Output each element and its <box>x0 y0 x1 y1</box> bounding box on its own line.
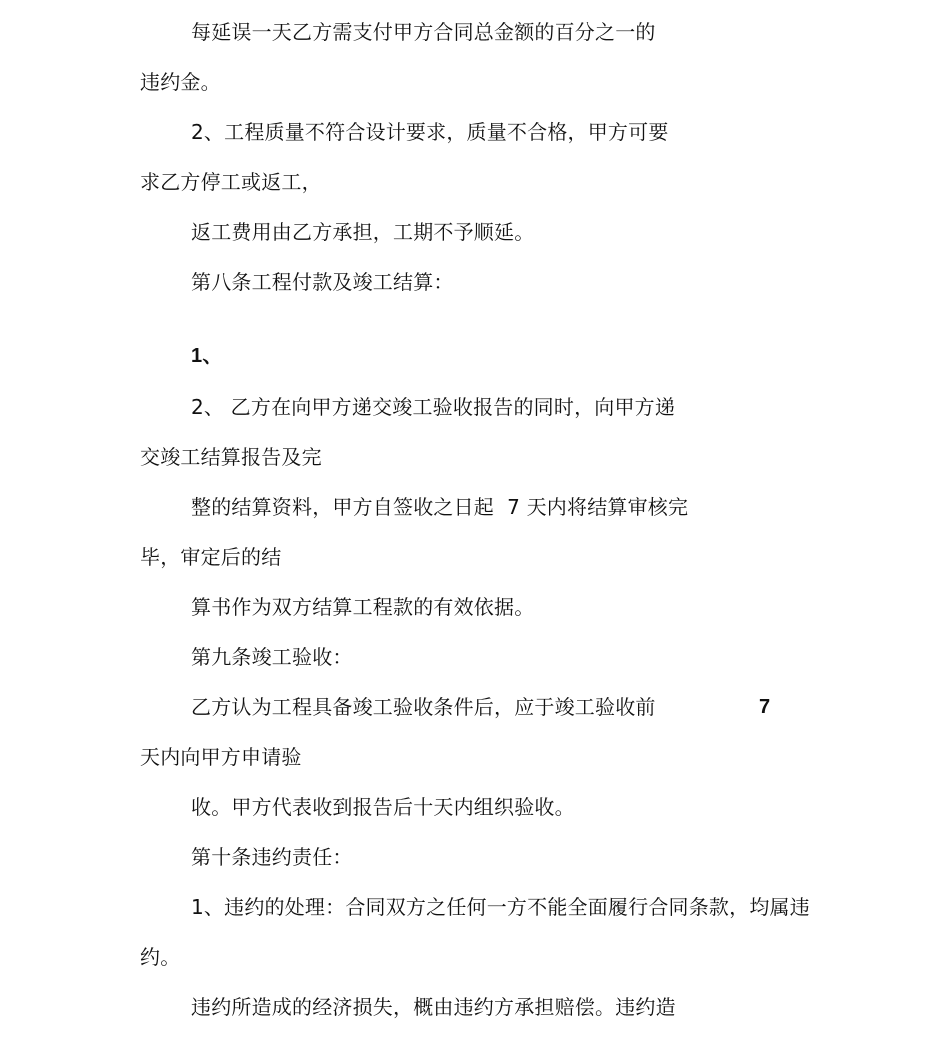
text-line: 收。甲方代表收到报告后十天内组织验收。 <box>191 795 575 819</box>
text-line: 违约金。 <box>140 70 221 94</box>
section-heading: 第八条工程付款及竣工结算： <box>191 270 454 294</box>
section-heading: 第九条竣工验收： <box>191 645 353 669</box>
text-line: 乙方认为工程具备竣工验收条件后，应于竣工验收前 <box>191 695 656 719</box>
text-line: 毕，审定后的结 <box>140 545 282 569</box>
text-line: 返工费用由乙方承担，工期不予顺延。 <box>191 220 535 244</box>
text-line: 算书作为双方结算工程款的有效依据。 <box>191 595 535 619</box>
text-line: 7 <box>759 696 771 718</box>
text-line: 约。 <box>140 945 181 969</box>
text-line: 违约所造成的经济损失，概由违约方承担赔偿。违约造 <box>191 995 676 1019</box>
text-line: 天内向甲方申请验 <box>140 745 302 769</box>
text-line: 整的结算资料，甲方自签收之日起 7 天内将结算审核完 <box>191 495 689 519</box>
text-line: 2、工程质量不符合设计要求，质量不合格，甲方可要 <box>191 120 669 144</box>
section-heading: 第十条违约责任： <box>191 845 353 869</box>
text-line: 每延误一天乙方需支付甲方合同总金额的百分之一的 <box>191 20 656 44</box>
text-line: 求乙方停工或返工， <box>140 170 322 194</box>
text-line: 2、 乙方在向甲方递交竣工验收报告的同时，向甲方递 <box>191 395 676 419</box>
text-line: 1、违约的处理：合同双方之任何一方不能全面履行合同条款，均属违 <box>191 895 810 919</box>
text-line: 1、 <box>191 345 223 367</box>
text-line: 交竣工结算报告及完 <box>140 445 322 469</box>
